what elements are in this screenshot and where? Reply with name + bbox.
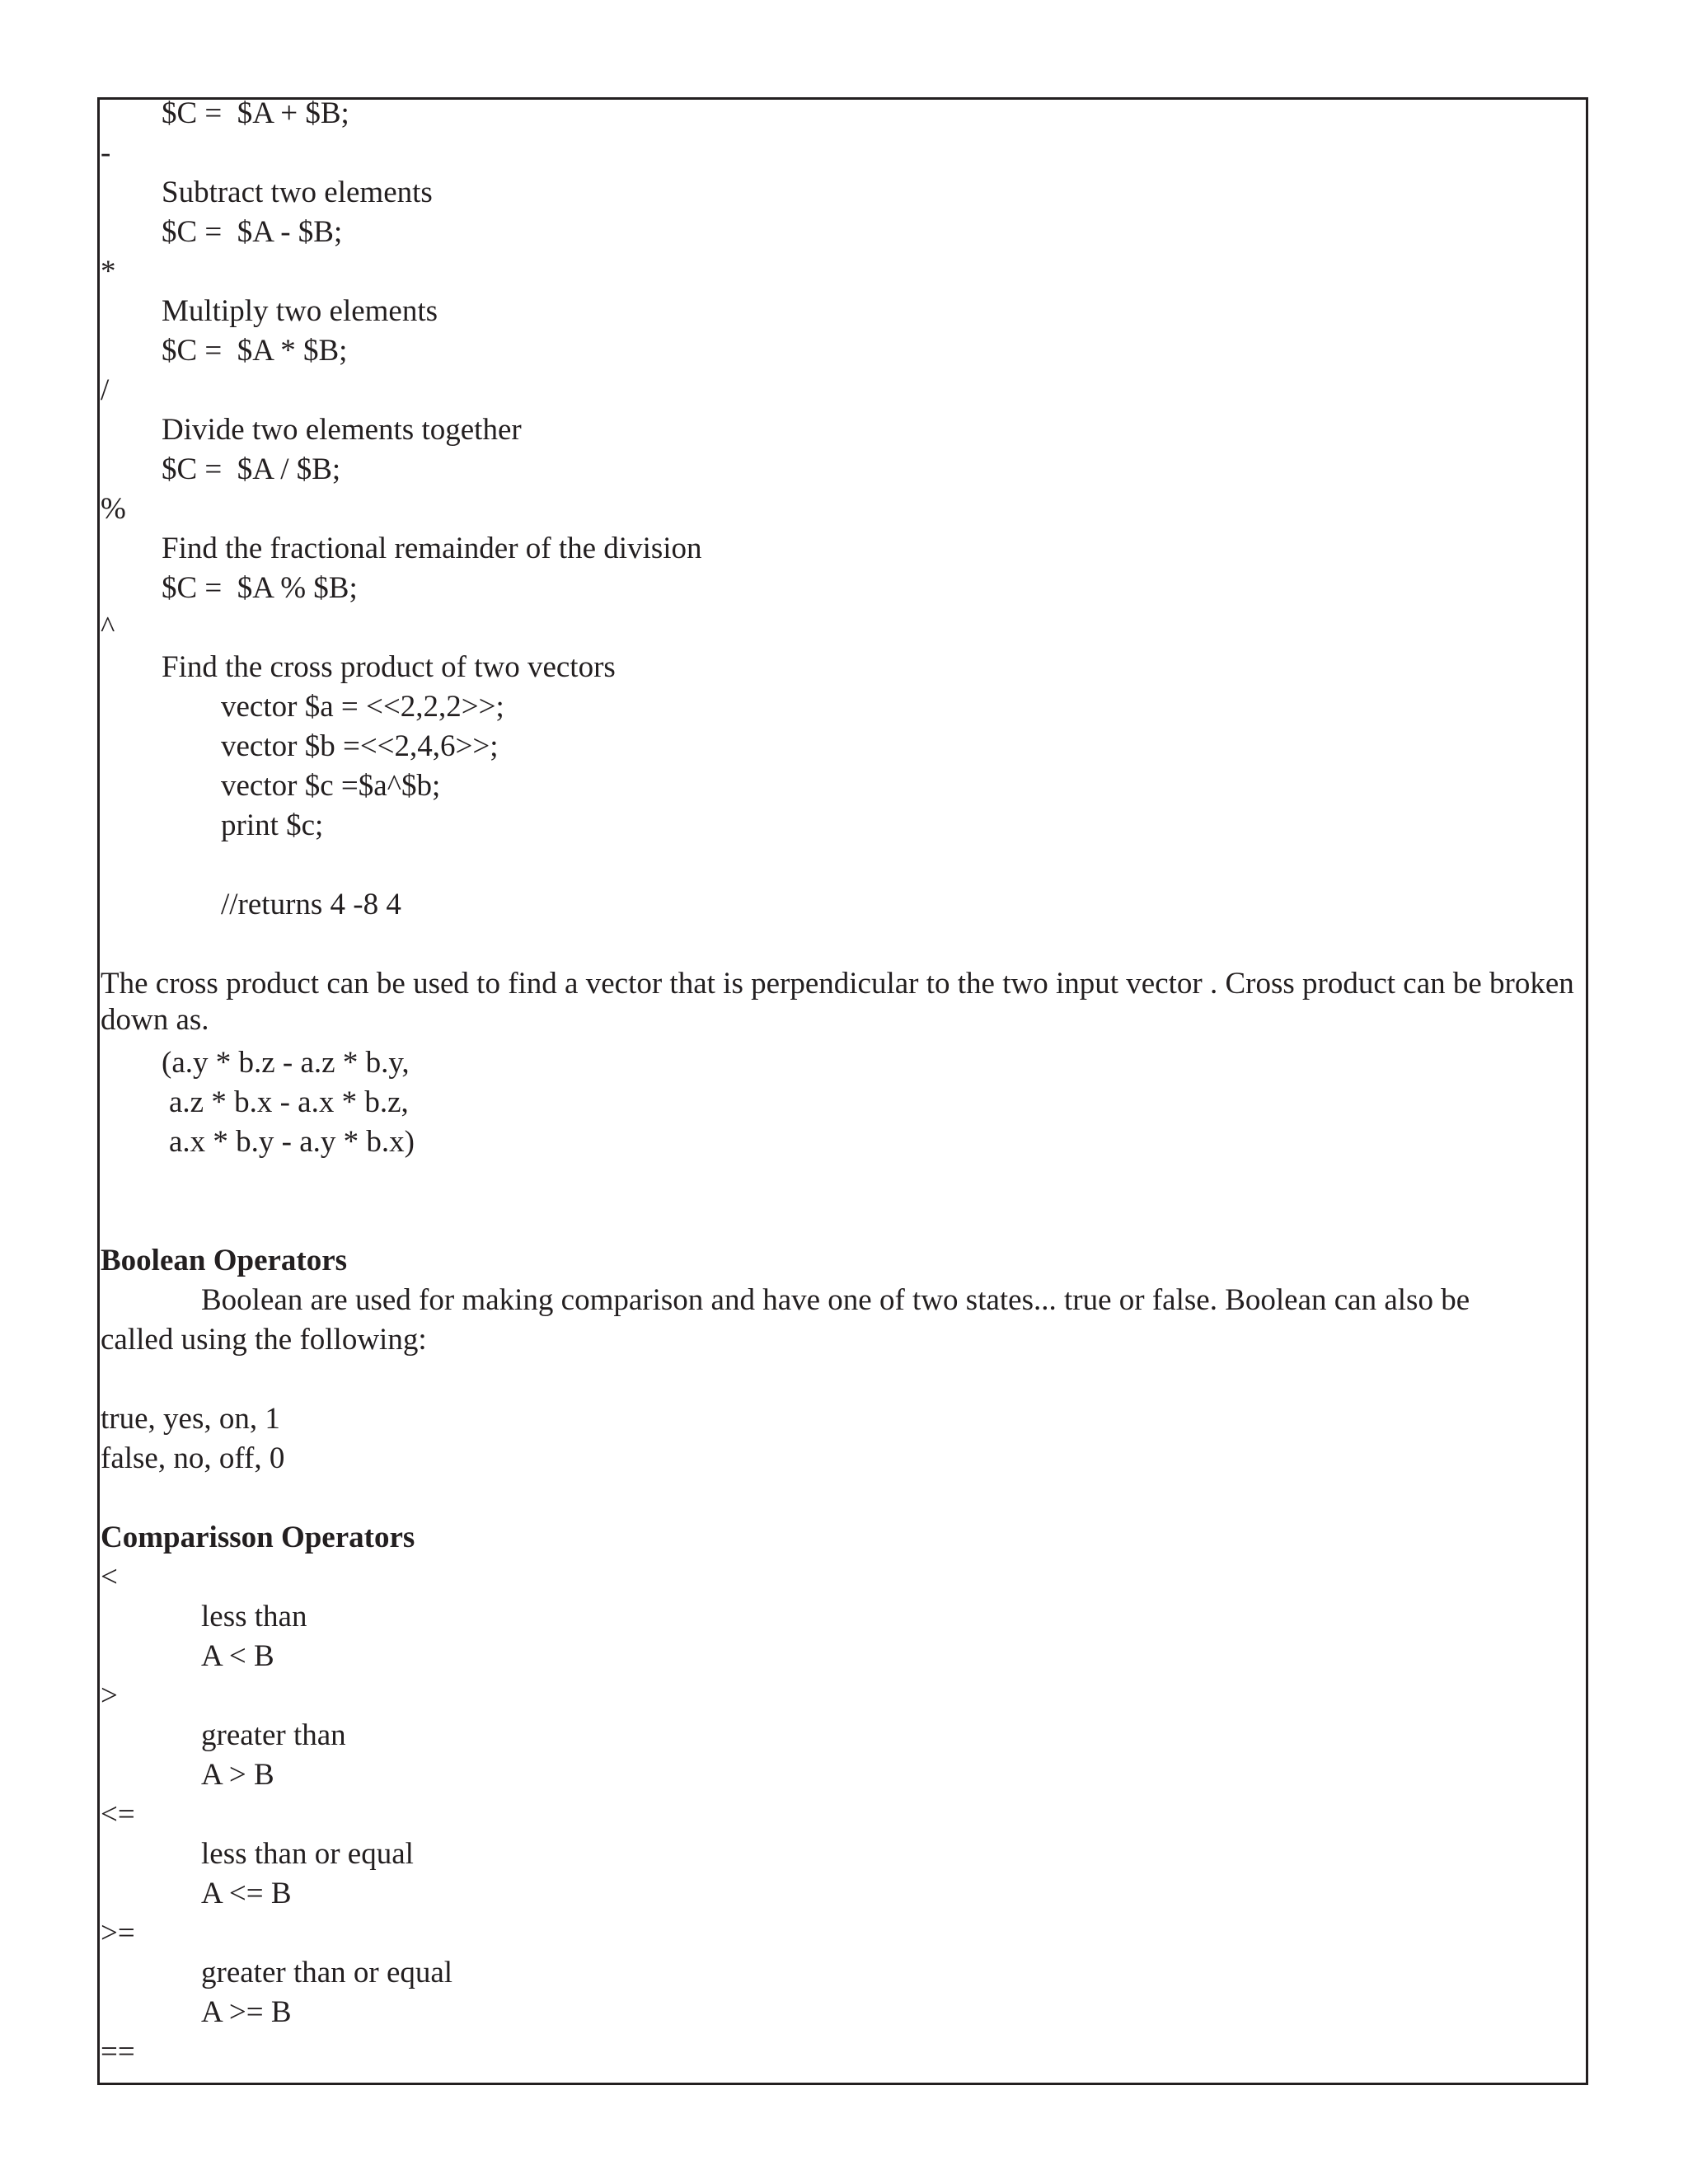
cross-code-line: vector $a = <<2,2,2>>; [221,690,504,724]
comparison-example: A >= B [201,1995,292,2029]
comparison-example: A < B [201,1639,274,1673]
cross-formula-line: a.z * b.x - a.x * b.z, [169,1085,409,1119]
div-symbol: / [101,373,110,407]
cross-code-line: vector $c =$a^$b; [221,769,441,803]
sub-code: $C = $A - $B; [162,215,343,249]
boolean-paragraph-line: Boolean are used for making comparison and have one of two states... true or false. Boolean can also be [201,1283,1470,1317]
comparison-example: A > B [201,1758,274,1792]
mod-code: $C = $A % $B; [162,571,358,605]
comparison-symbol: > [101,1679,118,1713]
comparison-symbol: == [101,2035,135,2069]
boolean-heading: Boolean Operators [101,1244,348,1277]
sub-symbol: - [101,136,111,170]
mul-desc: Multiply two elements [162,294,438,328]
comparison-symbol: < [101,1560,118,1594]
comparison-example: A <= B [201,1877,292,1910]
cross-formula-line: (a.y * b.z - a.z * b.y, [162,1046,410,1080]
add-code: $C = $A + $B; [162,96,349,130]
div-desc: Divide two elements together [162,413,522,447]
comparison-symbol: >= [101,1916,135,1950]
comparison-desc: less than [201,1600,307,1633]
cross-code-line: print $c; [221,808,324,842]
cross-desc: Find the cross product of two vectors [162,650,616,684]
comparison-heading: Comparisson Operators [101,1521,415,1554]
comparison-desc: greater than or equal [201,1956,453,1990]
cross-explain-paragraph: The cross product can be used to find a vector that is perpendicular to the two input vector . Cross product can be broken down as. [101,967,1574,1037]
mul-symbol: * [101,255,116,288]
comparison-desc: less than or equal [201,1837,414,1871]
boolean-paragraph-line: called using the following: [101,1323,427,1357]
cross-code-comment: //returns 4 -8 4 [221,888,401,921]
boolean-false-values: false, no, off, 0 [101,1441,285,1475]
mul-code: $C = $A * $B; [162,334,348,368]
div-code: $C = $A / $B; [162,452,341,486]
sub-desc: Subtract two elements [162,176,433,209]
comparison-symbol: <= [101,1797,135,1831]
mod-desc: Find the fractional remainder of the division [162,532,702,565]
comparison-desc: greater than [201,1718,346,1752]
cross-code-line: vector $b =<<2,4,6>>; [221,729,499,763]
cross-formula-line: a.x * b.y - a.y * b.x) [169,1125,415,1159]
mod-symbol: % [101,492,126,526]
boolean-true-values: true, yes, on, 1 [101,1402,280,1436]
cross-symbol: ^ [101,611,115,644]
